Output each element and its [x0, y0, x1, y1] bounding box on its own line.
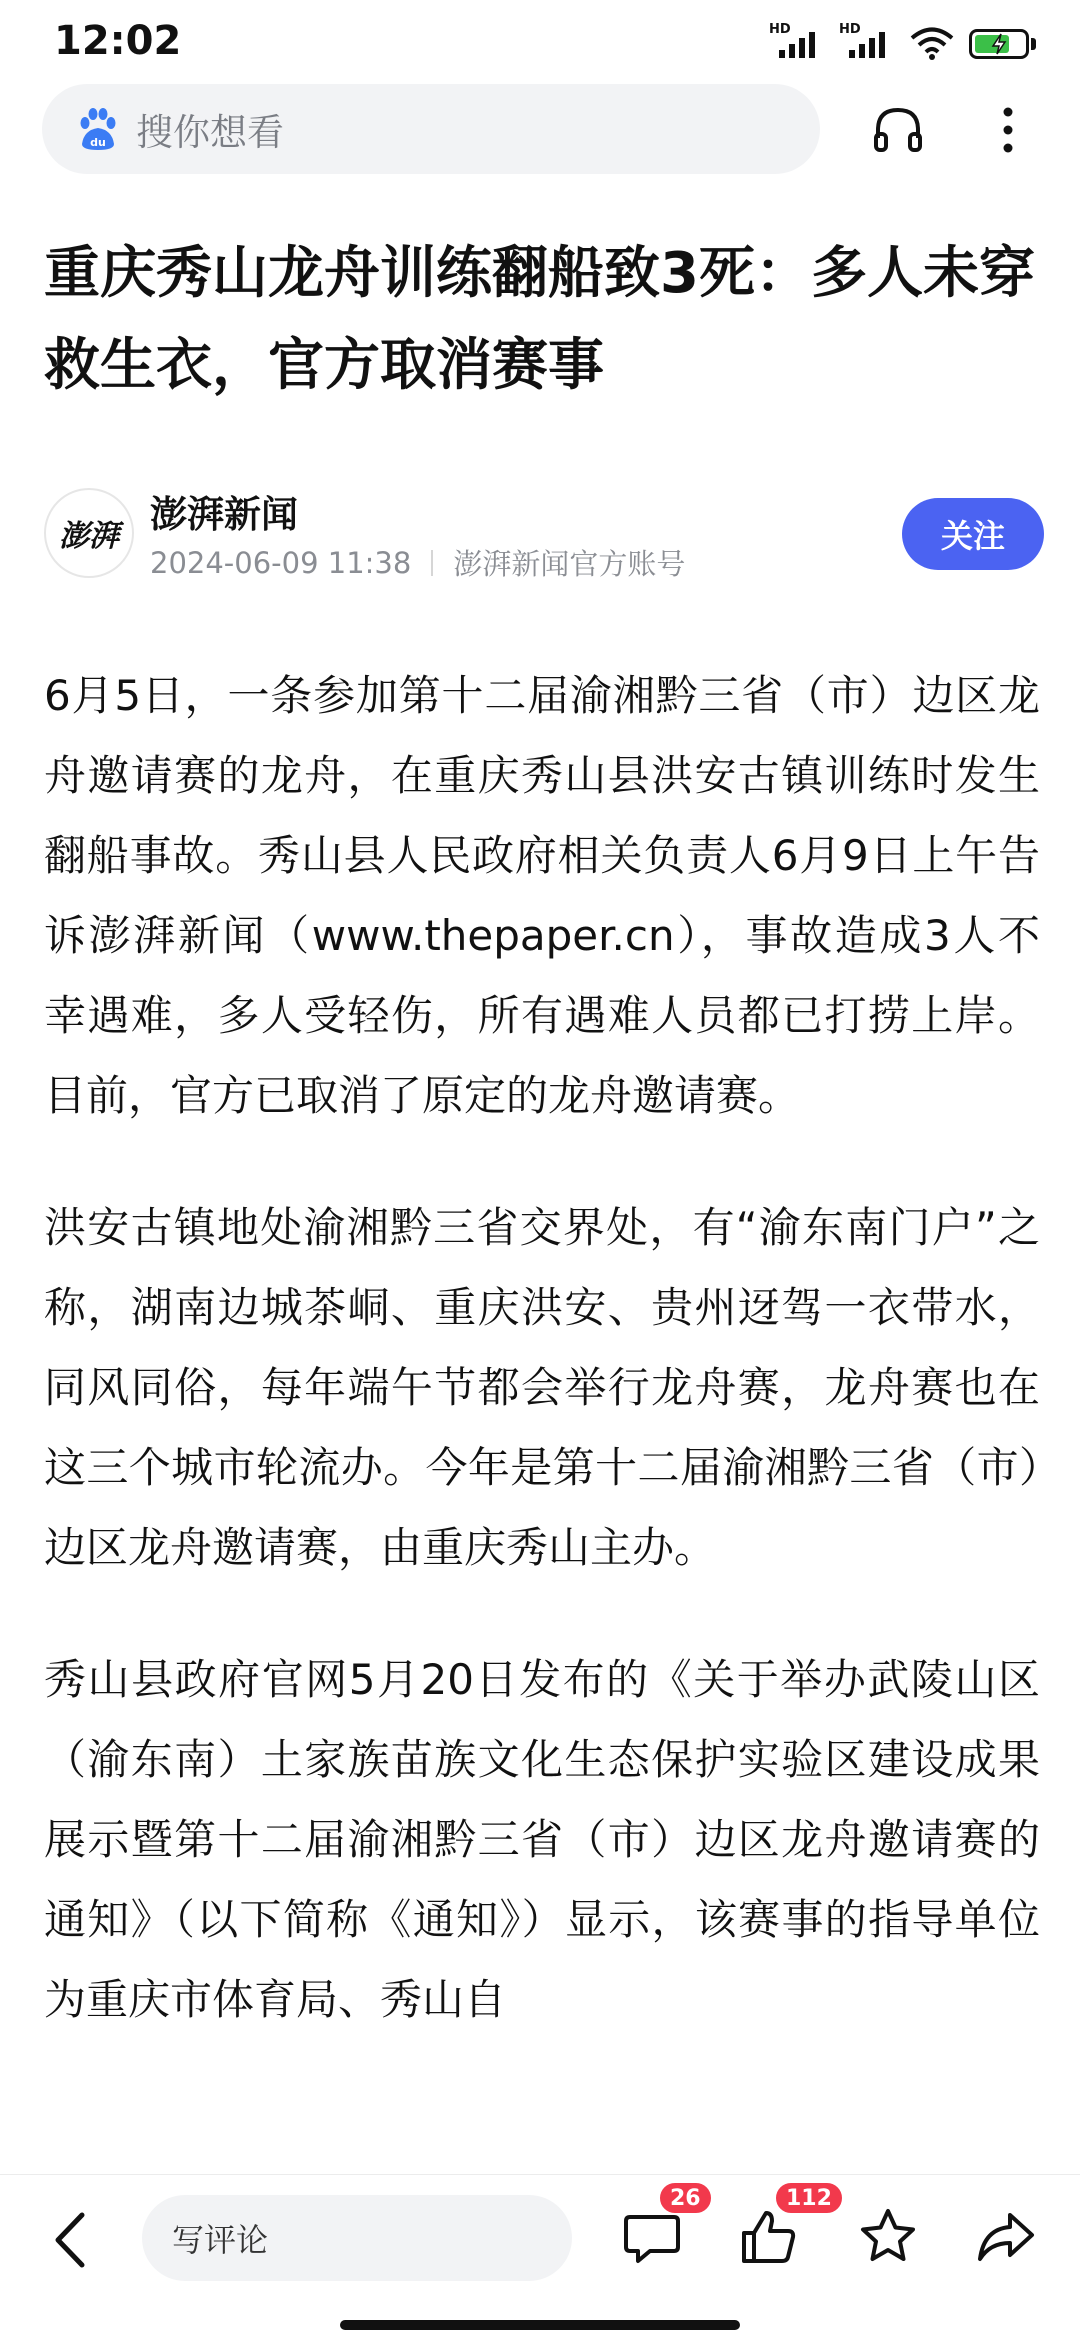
- like-button[interactable]: [736, 2185, 832, 2269]
- author-avatar[interactable]: [44, 488, 134, 578]
- comment-input[interactable]: [142, 2195, 572, 2281]
- battery-icon: [969, 29, 1036, 59]
- status-icons: [769, 24, 1036, 64]
- search-row: [0, 84, 1080, 184]
- publish-date: 2024-06-09 11:38: [150, 545, 412, 580]
- svg-text:du: du: [90, 136, 106, 149]
- account-type: 澎湃新闻官方账号: [453, 547, 686, 581]
- headphone-icon[interactable]: [868, 100, 928, 160]
- signal-1-icon: [769, 24, 825, 64]
- status-bar: [0, 0, 1080, 84]
- share-icon[interactable]: [974, 2205, 1038, 2269]
- signal-2-hd-label: HD: [839, 22, 861, 37]
- baidu-logo-icon: [74, 106, 120, 152]
- meta-divider: [431, 550, 433, 576]
- search-bar[interactable]: [42, 84, 820, 174]
- author-row: [44, 484, 1040, 594]
- like-count-badge: 112: [774, 2181, 844, 2215]
- status-time: 12:02: [54, 18, 182, 64]
- back-arrow-icon[interactable]: [44, 2205, 100, 2275]
- comments-button[interactable]: [620, 2185, 701, 2269]
- signal-1-hd-label: HD: [769, 22, 791, 37]
- star-favorite-icon[interactable]: [856, 2205, 920, 2269]
- follow-button[interactable]: 关注: [902, 498, 1044, 570]
- wifi-icon: [909, 27, 955, 61]
- home-indicator[interactable]: [340, 2320, 740, 2330]
- avatar-text: 澎湃: [59, 519, 119, 554]
- article-body: [44, 656, 1040, 2092]
- search-placeholder: 搜你想看: [136, 111, 284, 154]
- comment-placeholder: 写评论: [172, 2221, 269, 2259]
- bottom-action-bar: [0, 2174, 1080, 2341]
- author-name[interactable]: 澎湃新闻: [150, 493, 298, 536]
- article-title: 重庆秀山龙舟训练翻船致3死：多人未穿救生衣，官方取消赛事: [44, 241, 1035, 398]
- comment-count-badge: 26: [658, 2181, 713, 2215]
- author-meta: [150, 542, 685, 583]
- more-menu-icon[interactable]: [978, 100, 1038, 160]
- signal-2-icon: [839, 24, 895, 64]
- article-paragraph: 6月5日，一条参加第十二届渝湘黔三省（市）边区龙舟邀请赛的龙舟，在重庆秀山县洪安古镇训练时发生翻船事故。秀山县人民政府相关负责人6月9日上午告诉澎湃新闻（www.thepaper.cn），事故造成3人不幸遇难，多人受轻伤，所有遇难人员都已打捞上岸。目前，官方已取消了原定的龙舟邀请赛。: [44, 671, 1040, 1120]
- article-paragraph: 洪安古镇地处渝湘黔三省交界处，有“渝东南门户”之称，湖南边城茶峒、重庆洪安、贵州迓驾一衣带水，同风同俗，每年端午节都会举行龙舟赛，龙舟赛也在这三个城市轮流办。今年是第十二届渝湘黔三省（市）边区龙舟邀请赛，由重庆秀山主办。: [44, 1203, 1040, 1572]
- article-paragraph: 秀山县政府官网5月20日发布的《关于举办武陵山区（渝东南）土家族苗族文化生态保护实验区建设成果展示暨第十二届渝湘黔三省（市）边区龙舟邀请赛的通知》（以下简称《通知》）显示，该赛事的指导单位为重庆市体育局、秀山自: [44, 1655, 1040, 2024]
